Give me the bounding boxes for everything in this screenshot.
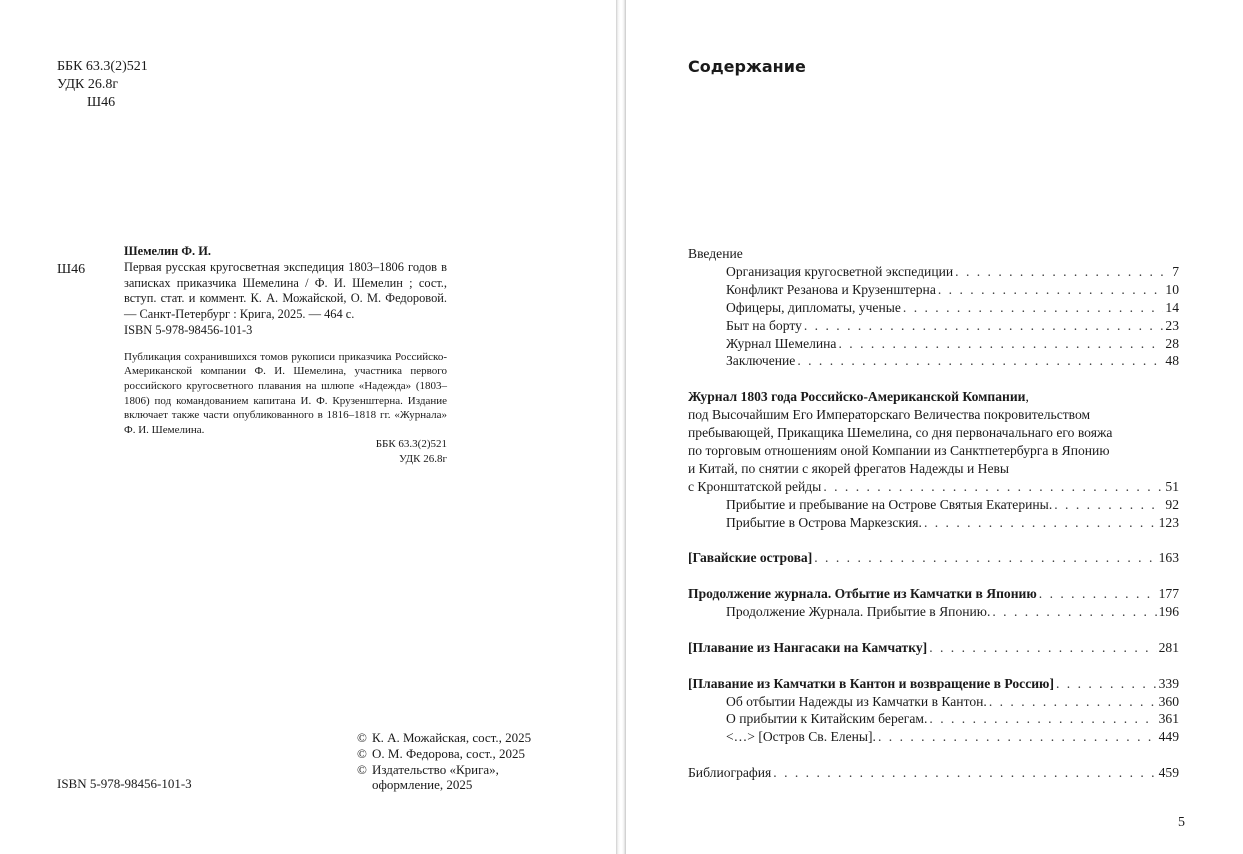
leader-dots <box>1039 585 1157 603</box>
toc-entry[interactable] <box>688 710 1179 728</box>
toc-journal-title-line <box>688 388 1179 406</box>
toc-entry-label: Прибытие и пребывание на Острове Святыя Екатерины. <box>726 496 1053 512</box>
right-page <box>626 0 1243 854</box>
page-number: 5 <box>1178 815 1185 830</box>
copyright-icon: © <box>357 730 367 745</box>
toc-entry-page: 48 <box>1165 353 1179 369</box>
author-sign: Ш46 <box>87 95 116 110</box>
toc-journal-line: под Высочайшим Его Императорскаго Величества покровительством <box>688 407 1091 423</box>
udk-code: УДК 26.8г <box>57 77 119 92</box>
leader-dots <box>955 263 1170 281</box>
toc-entry-page: 51 <box>1165 478 1179 494</box>
toc-journal-line: пребывающей, Прикащика Шемелина, со дня первоначальнаго его вояжа <box>688 425 1113 441</box>
toc-entry[interactable] <box>688 585 1179 603</box>
toc-entry-label: Прибытие в Острова Маркезския. <box>726 514 922 530</box>
toc-entry[interactable] <box>688 478 1179 496</box>
copyright-line <box>357 730 531 746</box>
toc-entry-label: Журнал Шемелина <box>726 335 837 351</box>
card-author: Шемелин Ф. И. <box>124 244 211 258</box>
toc-entry[interactable] <box>688 281 1179 299</box>
leader-dots <box>814 549 1156 567</box>
toc-heading-intro: Введение <box>688 246 743 261</box>
toc-entry-page: 459 <box>1158 765 1179 781</box>
toc-entry-label: Заключение <box>726 353 796 369</box>
leader-dots <box>1056 675 1157 693</box>
copyright-line <box>357 762 531 778</box>
toc-entry[interactable] <box>688 299 1179 317</box>
toc-entry[interactable] <box>688 639 1179 657</box>
table-of-contents <box>688 245 1179 782</box>
toc-entry-label: Продолжение Журнала. Прибытие в Японию. <box>726 604 991 620</box>
toc-entry-label: с Кронштатской рейды <box>688 478 822 494</box>
toc-entry-label: [Гавайские острова] <box>688 550 813 566</box>
toc-entry-page: 23 <box>1165 317 1179 333</box>
copyright-icon: © <box>357 761 367 777</box>
leader-dots <box>924 514 1157 532</box>
leader-dots <box>797 352 1163 370</box>
card-udk: УДК 26.8г <box>398 452 447 465</box>
toc-entry[interactable] <box>688 603 1179 621</box>
toc-entry-page: 339 <box>1158 675 1179 691</box>
toc-entry[interactable] <box>688 693 1179 711</box>
toc-entry-label: [Плавание из Нангасаки на Камчатку] <box>688 639 928 655</box>
toc-entry[interactable] <box>688 549 1179 567</box>
copyright-block <box>357 730 531 793</box>
catalog-card <box>124 244 447 467</box>
toc-entry-label: Продолжение журнала. Отбытие из Камчатки в Японию <box>688 586 1037 602</box>
toc-entry-label: <…> [Остров Св. Елены]. <box>726 729 876 745</box>
toc-entry[interactable] <box>688 335 1179 353</box>
toc-entry[interactable] <box>688 317 1179 335</box>
toc-entry-page: 7 <box>1172 263 1179 279</box>
toc-entry-label: Конфликт Резанова и Крузенштерна <box>726 281 936 297</box>
toc-entry-label: Офицеры, дипломаты, ученые <box>726 299 901 315</box>
toc-entry-label: Библиография <box>688 765 772 781</box>
card-author-sign: Ш46 <box>57 262 86 277</box>
leader-dots <box>938 281 1164 299</box>
isbn-footer: ISBN 5-978-98456-101-3 <box>57 776 192 791</box>
toc-title: Содержание <box>688 57 806 76</box>
toc-entry[interactable] <box>688 675 1179 693</box>
bbk-code: ББК 63.3(2)521 <box>57 59 148 74</box>
leader-dots <box>989 693 1157 711</box>
toc-entry-page: 28 <box>1165 335 1179 351</box>
toc-entry-page: 10 <box>1165 281 1179 297</box>
copyright-continuation: оформление, 2025 <box>372 777 473 793</box>
leader-dots <box>823 478 1163 496</box>
left-page <box>0 0 616 854</box>
leader-dots <box>838 335 1163 353</box>
toc-entry[interactable] <box>688 263 1179 281</box>
toc-entry-label: [Плавание из Камчатки в Кантон и возвращение в Россию] <box>688 675 1054 691</box>
toc-journal-title-suffix: , <box>1025 389 1029 405</box>
toc-entry-page: 449 <box>1158 729 1179 745</box>
toc-entry-page: 123 <box>1158 514 1179 530</box>
toc-entry-label: Быт на борту <box>726 317 802 333</box>
toc-entry[interactable] <box>688 496 1179 514</box>
card-description: Первая русская кругосветная экспедиция 1803–1806 годов в записках приказчика Шемелина / Ф. И. Шемелин ; сост., вступ. стат. и коммент. К. А. Можайской, О. М. Федоровой. — Санкт-Петербург : Крига, 2025. — 464 с. <box>124 259 447 322</box>
leader-dots <box>773 764 1156 782</box>
toc-entry-page: 196 <box>1158 604 1179 620</box>
card-bbk: ББК 63.3(2)521 <box>375 438 447 451</box>
copyright-text: О. М. Федорова, сост., 2025 <box>372 745 525 761</box>
toc-entry-page: 361 <box>1158 711 1179 727</box>
toc-entry[interactable] <box>688 514 1179 532</box>
copyright-line <box>357 746 531 762</box>
toc-journal-title: Журнал 1803 года Российско-Американской Компании <box>688 389 1026 405</box>
toc-entry[interactable] <box>688 728 1179 746</box>
toc-entry-page: 92 <box>1165 496 1179 512</box>
toc-entry-page: 177 <box>1158 586 1179 602</box>
toc-journal-line: и Китай, по снятии с якорей фрегатов Надежды и Невы <box>688 460 1010 476</box>
leader-dots <box>804 317 1164 335</box>
toc-entry-page: 360 <box>1158 693 1179 709</box>
toc-entry-page: 281 <box>1158 639 1179 655</box>
toc-journal-line: по торговым отношениям оной Компании из Санктпетербурга в Японию <box>688 442 1110 458</box>
toc-entry-page: 14 <box>1165 299 1179 315</box>
leader-dots <box>903 299 1164 317</box>
copyright-icon: © <box>357 745 367 761</box>
leader-dots <box>992 603 1156 621</box>
copyright-text: К. А. Можайская, сост., 2025 <box>372 730 532 745</box>
toc-entry-label: Об отбытии Надежды из Камчатки в Кантон. <box>726 693 987 709</box>
card-isbn: ISBN 5-978-98456-101-3 <box>124 322 253 337</box>
leader-dots <box>929 639 1156 657</box>
toc-entry-label: О прибытии к Китайским берегам. <box>726 711 928 727</box>
toc-entry[interactable] <box>688 352 1179 370</box>
leader-dots <box>929 710 1156 728</box>
toc-entry[interactable] <box>688 764 1179 782</box>
toc-entry-page: 163 <box>1158 550 1179 566</box>
card-annotation: Публикация сохранившихся томов рукописи приказчика Российско-Американской компании Ф. И. Шемелина, участника первого российского кругосветного плавания на шлюпе «Надежда» (1803–1806) под командованием капитана И. Ф. Крузенштерна. Издание включает также части опубликованного в 1816–1818 гг. «Журнала» Ф. И. Шемелина. <box>124 350 447 436</box>
toc-entry-label: Организация кругосветной экспедиции <box>726 263 954 279</box>
classification-codes <box>57 58 148 112</box>
leader-dots <box>878 728 1157 746</box>
leader-dots <box>1054 496 1163 514</box>
book-gutter <box>616 0 626 854</box>
copyright-text: Издательство «Крига», <box>372 761 499 777</box>
